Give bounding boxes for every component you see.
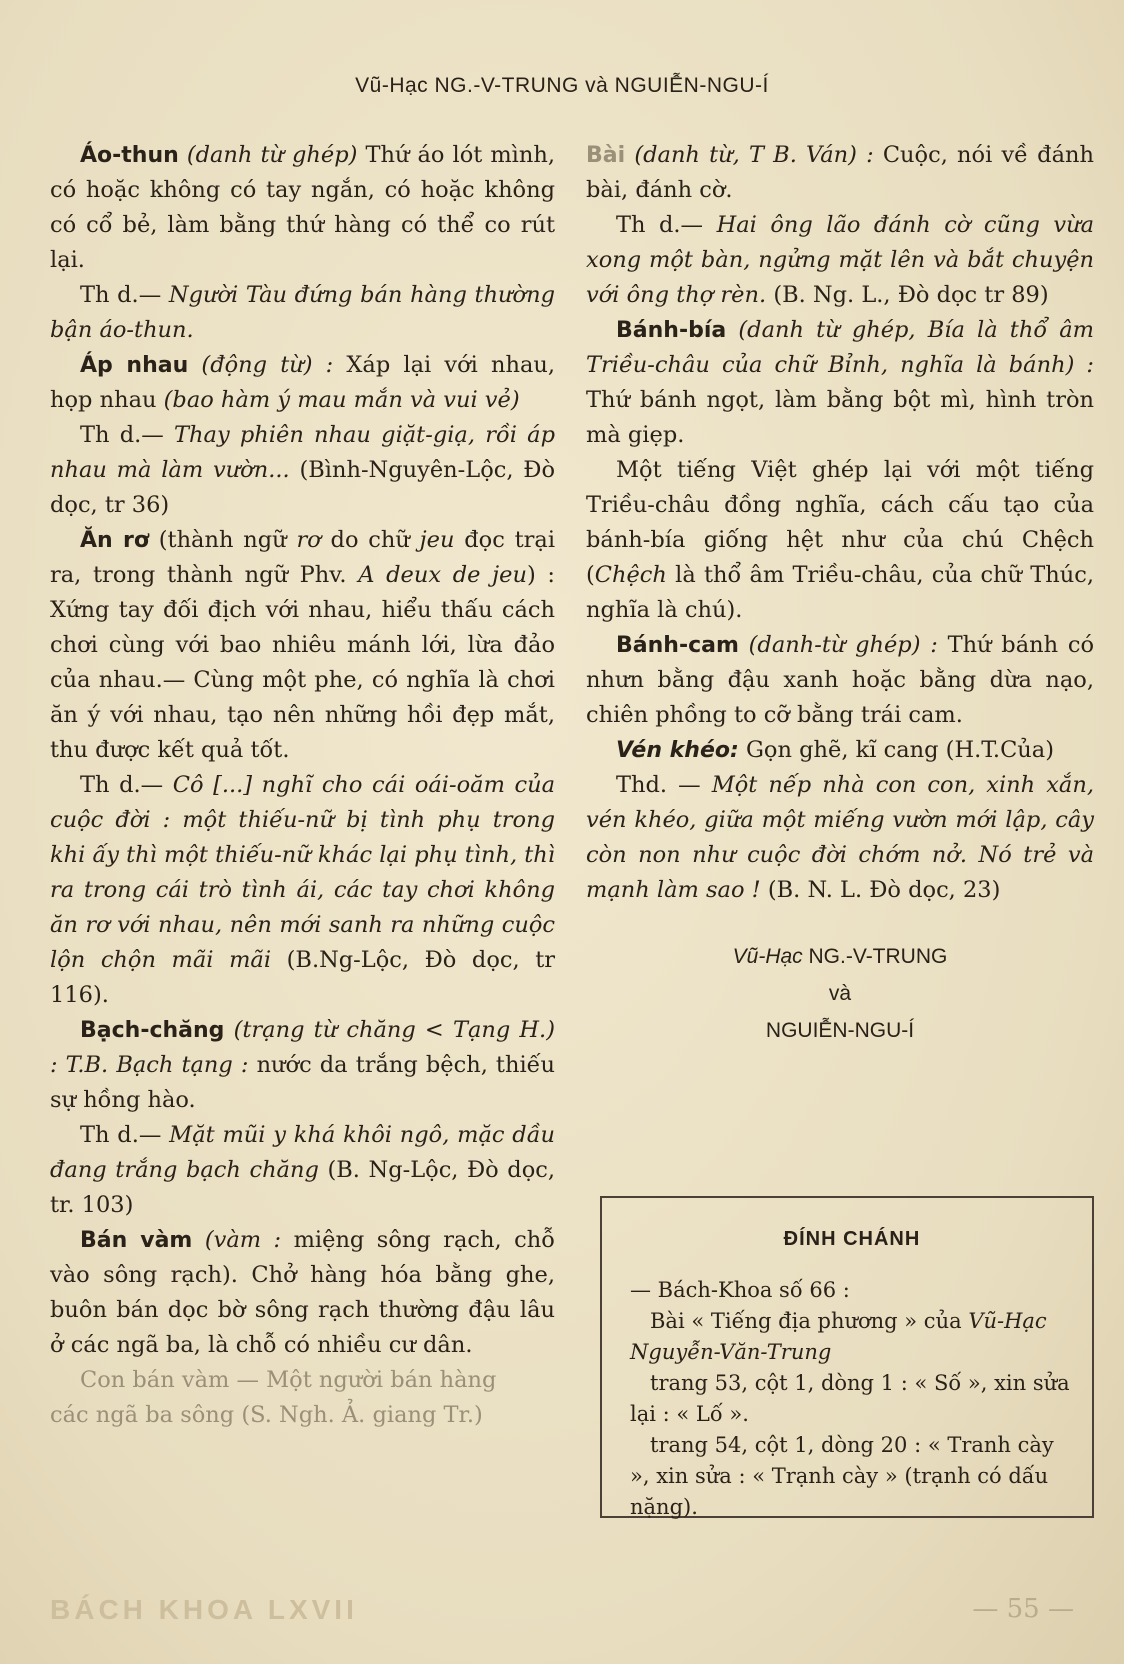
erratum-box — [600, 1196, 1094, 1518]
example-ao-thun — [50, 278, 555, 348]
headword: Bánh-cam — [616, 633, 739, 658]
definition-italic: rơ — [296, 527, 321, 553]
definition: Thứ bánh ngọt, làm bằng bột mì, hình tròn mà giẹp. — [586, 387, 1094, 448]
right-column — [586, 138, 1094, 1049]
definition: Xáp lại với nhau, họp nhau — [50, 352, 555, 413]
example-source: (B. N. L. Đò dọc, 23) — [767, 877, 1001, 903]
definition-italic: jeu — [419, 527, 455, 553]
example-text: Hai ông lão đánh cờ cũng vừa xong một bàn, ngửng mặt lên và bắt chuyện với ông thợ rèn. — [586, 212, 1094, 308]
grammar-note: (động từ) : — [201, 352, 334, 378]
note-italic: Chệch — [594, 562, 667, 588]
definition: miệng sông rạch, chỗ vào sông rạch). Chở hàng hóa bằng ghe, buôn bán dọc bờ sông rạch thường đậu lâu ở các ngã ba, là chỗ có nhiều cư dân. — [50, 1227, 555, 1358]
example-label: Th d.— — [80, 772, 164, 798]
entry-ban-vam — [50, 1223, 555, 1363]
author-name: NG.-V-TRUNG — [808, 945, 948, 968]
example-text: Một nếp nhà con con, xinh xắn, vén khéo, giữa một miếng vườn mới lập, cây còn non như cuộc đời chớm nở. Nó trẻ và mạnh làm sao ! — [586, 772, 1094, 903]
definition: (thành ngữ — [158, 527, 287, 553]
definition-note: (bao hàm ý mau mắn và vui vẻ) — [163, 387, 520, 413]
note-text: Một tiếng Việt ghép lại với một tiếng Triều-châu đồng nghĩa, cách cấu tạo của bánh-bía giống hệt như của chú Chệch ( — [586, 457, 1094, 588]
entry-bach-chang — [50, 1013, 555, 1118]
faded-text: Con bán vàm — Một người bán hàng — [80, 1367, 497, 1393]
definition: ) : Xứng tay đối địch với nhau, hiểu thấu cách chơi cùng với bao nhiêu mánh lới, lừa đảo của nhau.— Cùng một phe, có nghĩa là chơi ăn ý với nhau, tạo nên những hồi đẹp mắt, thu được kết quả tốt. — [50, 562, 556, 763]
example-bai — [586, 208, 1094, 313]
grammar-note: (danh từ ghép, Bía là thổ âm Triều-châu của chữ Bỉnh, nghĩa là bánh) : — [586, 317, 1095, 378]
definition-italic: Bạch tạng : — [116, 1052, 249, 1078]
definition: Gọn ghẽ, kĩ cang (H.T.Của) — [745, 737, 1054, 763]
author-pen-name: Vũ-Hạc — [732, 945, 803, 968]
faded-text: các ngã ba sông (S. Ngh. Ả. giang Tr.) — [50, 1402, 483, 1428]
grammar-note: (vàm : — [204, 1227, 282, 1253]
entry-ap-nhau — [50, 348, 555, 418]
example-text: Thay phiên nhau giặt-giạ, rồi áp nhau mà làm vườn... — [50, 422, 555, 483]
erratum-title: ĐÍNH CHÁNH — [783, 1228, 921, 1250]
example-ap-nhau — [50, 418, 555, 523]
example-label: Thd. — — [616, 772, 701, 798]
headword: Áp nhau — [80, 353, 189, 378]
erratum-line: trang 54, cột 1, dòng 20 : « Tranh cày », xin sửa : « Trạnh cày » (trạnh có dấu nặng). — [630, 1433, 1054, 1519]
signature-and: và — [828, 982, 852, 1005]
erratum-text: Bài « Tiếng địa phương » của — [650, 1309, 962, 1333]
note-text: là thổ âm Triều-châu, của chữ Thúc, nghĩa là chú). — [586, 562, 1095, 623]
grammar-note: (danh từ, T B. Ván) : — [634, 142, 874, 168]
entry-bai — [586, 138, 1094, 208]
erratum-line: trang 53, cột 1, dòng 1 : « Số », xin sửa lại : « Lố ». — [630, 1371, 1070, 1426]
example-label: Th d.— — [80, 1122, 162, 1148]
definition-italic: A deux de jeu — [358, 562, 527, 588]
example-source: (Bình-Nguyên-Lộc, Đò dọc, tr 36) — [50, 457, 555, 518]
grammar-note: (trạng từ chăng < Tạng H.) : T.B. — [50, 1017, 555, 1078]
example-text: Mặt mũi y khá khôi ngô, mặc dầu đang trắng bạch chăng — [50, 1122, 555, 1183]
headword: Bánh-bía — [616, 318, 727, 343]
headword: Bán vàm — [80, 1228, 193, 1253]
headword: Vén khéo: — [616, 738, 739, 763]
erratum-line: — Bách-Khoa số 66 : — [630, 1278, 850, 1302]
grammar-note: (danh-từ ghép) : — [748, 632, 938, 658]
example-ven-kheo — [586, 768, 1094, 908]
headword: Áo-thun — [80, 143, 179, 168]
definition: đọc trại ra, trong thành ngữ Phv. — [50, 527, 556, 588]
faded-line — [50, 1363, 555, 1398]
example-source: (B. Ng. L., Đò dọc tr 89) — [773, 282, 1049, 308]
faded-line — [50, 1398, 555, 1433]
headword: Bài — [586, 143, 626, 168]
entry-banh-bia — [586, 313, 1094, 453]
definition: Cuộc, nói về đánh bài, đánh cờ. — [586, 142, 1094, 203]
example-an-ro — [50, 768, 555, 1013]
entry-an-ro — [50, 523, 555, 768]
erratum-italic: Vũ-Hạc Nguyễn-Văn-Trung — [630, 1309, 1047, 1364]
entry-banh-cam — [586, 628, 1094, 733]
example-label: Th d.— — [80, 282, 162, 308]
example-source: (B. Ng-Lộc, Đò dọc, tr. 103) — [50, 1157, 556, 1218]
example-bach-chang — [50, 1118, 555, 1223]
example-text: Người Tàu đứng bán hàng thường bận áo-thun. — [50, 282, 555, 343]
author-signature — [586, 938, 1094, 1049]
headword: Bạch-chăng — [80, 1018, 225, 1043]
erratum-line — [630, 1306, 1074, 1368]
grammar-note: (danh từ ghép) — [186, 142, 358, 168]
coauthor-name: NGUIỄN-NGU-Í — [765, 1019, 915, 1042]
example-text: Cô [...] nghĩ cho cái oái-oăm của cuộc đời : một thiếu-nữ bị tình phụ trong khi ấy thì một thiếu-nữ khác lại phụ tình, thì ra trong cái trò tình ái, các tay chơi không ăn rơ với nhau, nên mới sanh ra những cuộc lộn chộn mãi mãi — [50, 772, 555, 973]
entry-ven-kheo — [586, 733, 1094, 768]
left-column — [50, 138, 555, 1433]
signature-line — [586, 938, 1094, 975]
example-source: (B.Ng-Lộc, Đò dọc, tr 116). — [50, 947, 555, 1008]
example-label: Th d.— — [616, 212, 704, 238]
definition: do chữ — [330, 527, 410, 553]
magazine-footer: BÁCH KHOA LXVII — [50, 1594, 358, 1625]
headword: Ăn rơ — [80, 528, 149, 553]
entry-ao-thun — [50, 138, 555, 278]
definition: Thứ bánh có nhưn bằng đậu xanh hoặc bằng dừa nạo, chiên phồng to cỡ bằng trái cam. — [586, 632, 1094, 728]
page-number: — 55 — — [972, 1594, 1074, 1624]
note-banh-bia — [586, 453, 1094, 628]
definition: Thứ áo lót mình, có hoặc không có tay ngắn, có hoặc không có cổ bẻ, làm bằng thứ hàng có thể co rút lại. — [50, 142, 555, 273]
definition: nước da trắng bệch, thiếu sự hồng hào. — [50, 1052, 555, 1113]
example-label: Th d.— — [80, 422, 164, 448]
running-header: Vũ-Hạc NG.-V-TRUNG và NGUIỄN-NGU-Í — [355, 74, 769, 97]
